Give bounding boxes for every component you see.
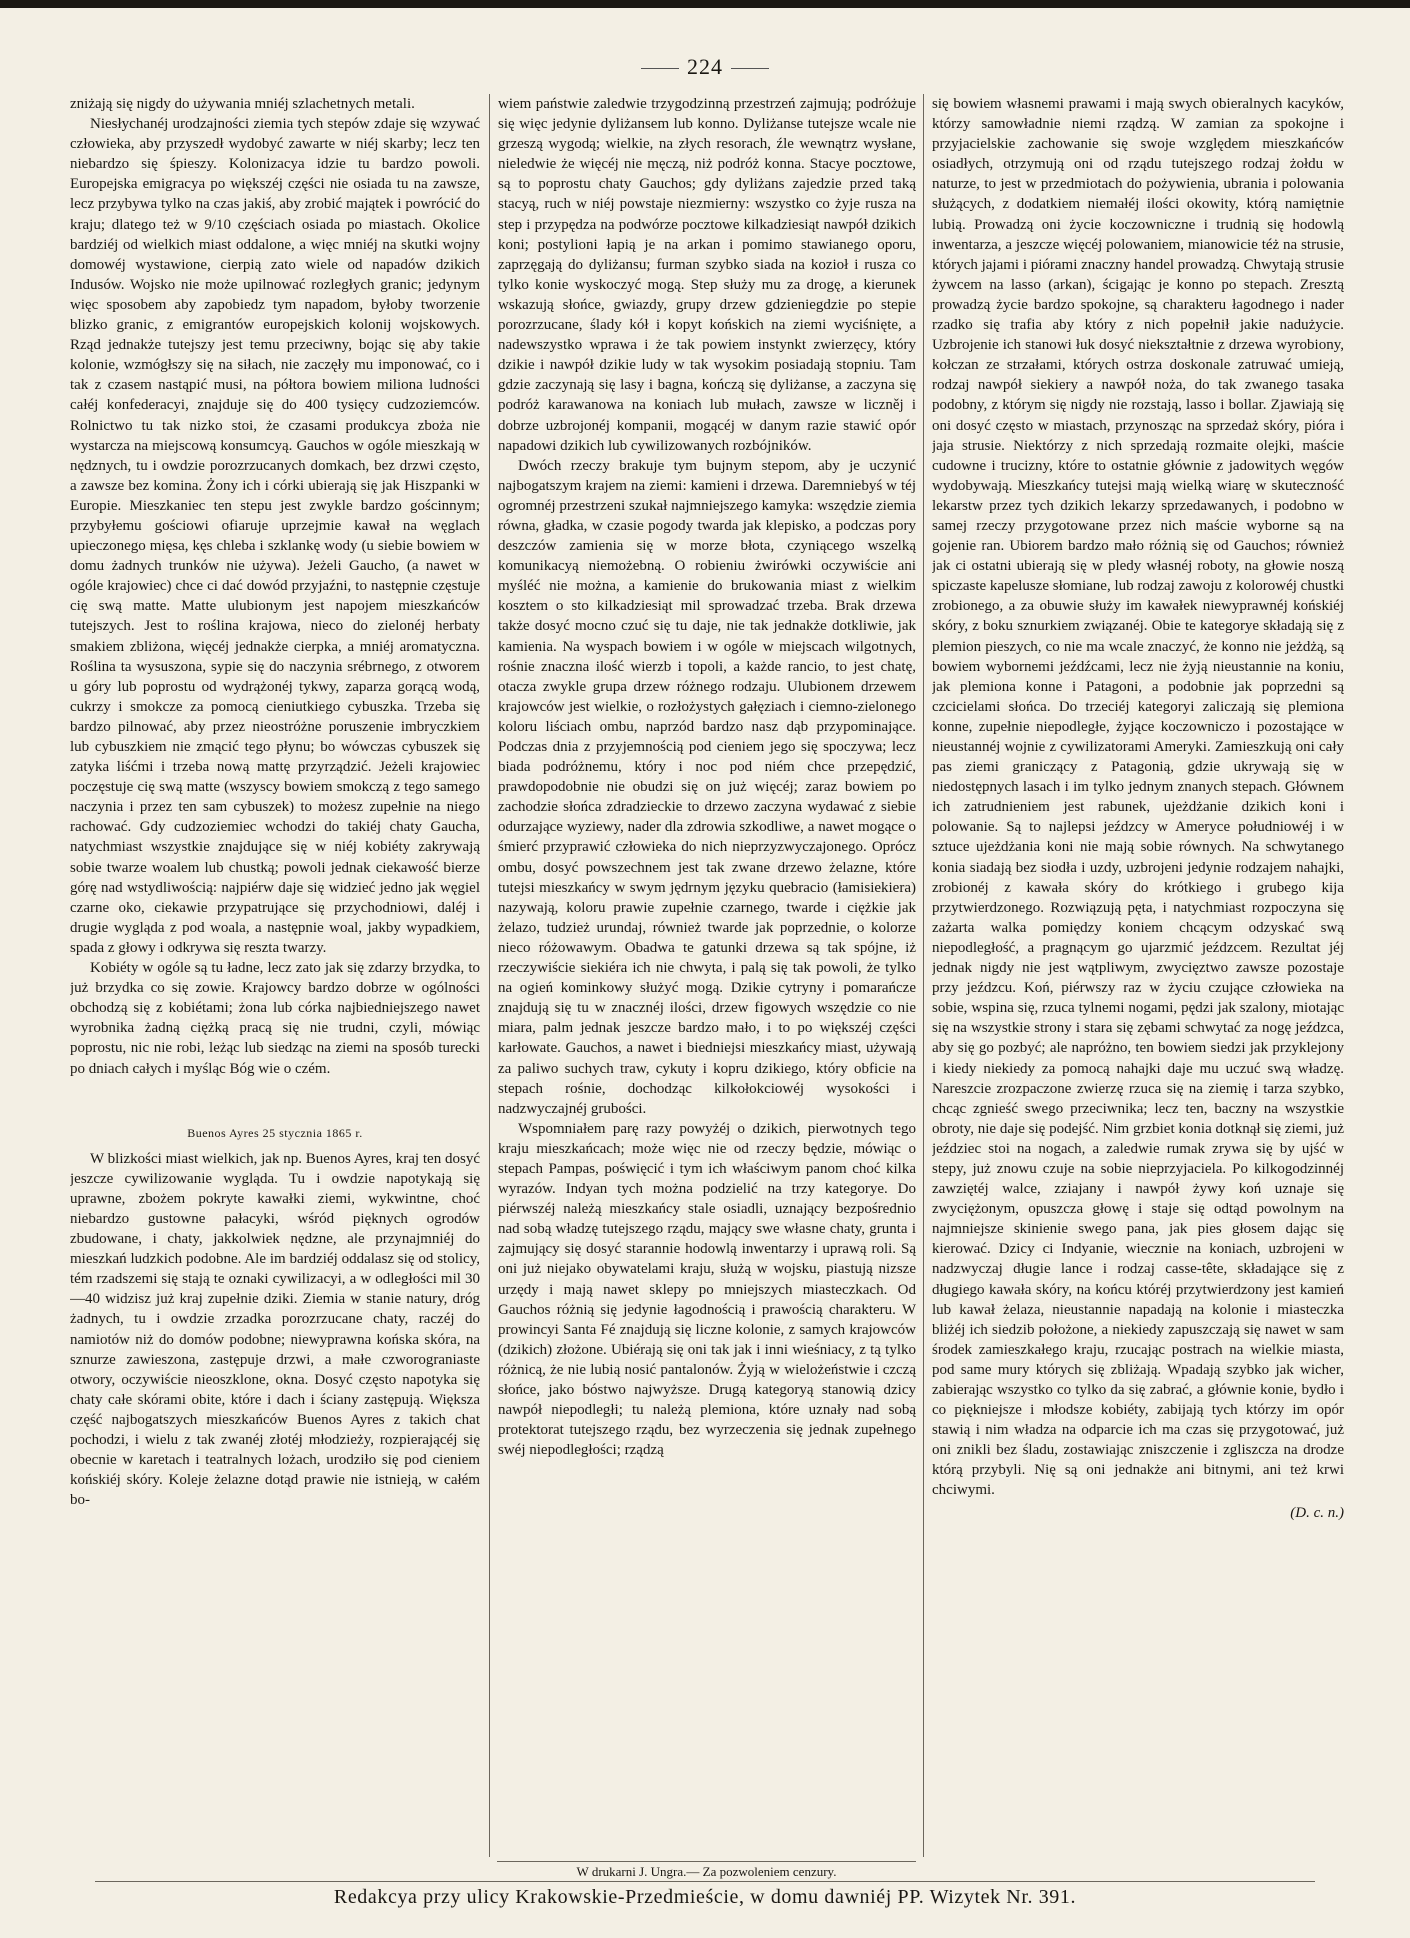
dateline: Buenos Ayres 25 stycznia 1865 r. [187, 1125, 363, 1140]
right-dash [731, 68, 769, 69]
signature: (D. c. n.) [1290, 1504, 1344, 1521]
column-divider-1 [489, 94, 490, 1857]
page-number: 224 [687, 54, 723, 79]
column-1 [70, 94, 480, 1856]
column-divider-2 [923, 94, 924, 1857]
printer-line: W drukarni J. Ungra.— Za pozwoleniem cenzury. [497, 1861, 916, 1880]
paragraph: Wspomniałem parę razy powyżéj o dzikich, pierwotnych tego kraju mieszkańcach; może więc nie od rzeczy będzie, mówiąc o stepach Pampas, poświęcić i tym ich właściwym panom choć kilka wyrazów. Indyan tych można podzielić na trzy kategorye. Do piérwszéj należą mieszkańcy stale osiadli, uznający bezpośrednio nad sobą władzę tutejszego rządu, mający swe własne chaty, grunta i zajmujący się dosyć starannie hodowlą inwentarzy i uprawą roli. Są oni już niejako obywatelami kraju, służą w wojsku, piastują nizsze urzędy i mają nawet sklepy po mniejszych miasteczkach. Od Gauchos różnią się jedynie łagodnością i prawością charakteru. W prowincyi Santa Fé znajdują się liczne kolonie, z samych krajowców (dzikich) złożone. Ubiérają się oni tak jak i inni wieśniacy, z tą tylko różnicą, że nie lubią nosić pantalonów. Żyją w wielożeństwie i czczą słońce, jako bóstwo najwyższe. Drugą kategoryą stanowią dzicy nawpół niepodległi; tu należą plemiona, które uznały nad sobą protektorat tutejszego rządu, bez wyrzeczenia się jednak zupełnego swéj niepodległości; rządzą [498, 1120, 916, 1459]
column-3 [932, 94, 1344, 1856]
paragraph: Dwóch rzeczy brakuje tym bujnym stepom, aby je uczynić najbogatszym krajem na ziemi: kamieni i drzewa. Daremniebyś w téj ogromnéj przestrzeni szukał najmniejszego kamyka: wszędzie ziemia równa, gładka, w czasie pogody twarda jak klepisko, a podczas pory deszczów zamienia się w morze błota, czyniącego wszelką komunikacyą niemożebną. O robieniu żwirówki oczywiście ani myśléć nie można, a kamienie do brukowania miast z wielkim kosztem o sto kilkadziesiąt mil sprowadzać trzeba. Brak drzewa także dosyć mocno czuć się tu daje, nie tak jednakże dotkliwie, jak kamienia. Na wyspach bowiem i w ogóle w miejscach wilgotnych, rośnie znaczna ilość wierzb i topoli, a każde rancio, to jest chatę, otacza zwykle grupa drzew różnego rodzaju. Ulubionem drzewem krajowców jest wielkie, o rozłożystych gałęziach i ciemno-zielonego koloru liściach ombu, naprzód bardzo nasz dąb przypominające. Podczas dnia z przyjemnością pod cieniem jego się spoczywa; lecz biada podróżnemu, który i noc pod niém chce przepędzić, prawdopodobnie nie obudzi się on już więcéj; zaraz bowiem po zachodzie słońca zdradzieckie to drzewo zaczyna wydawać z siebie odurzające wyziewy, nader dla zdrowia szkodliwe, a nawet mogące o śmierć przyprawić człowieka do nich nieprzyzwyczajonego. Oprócz ombu, dosyć powszechnem jest tak zwane drzewo żelazne, które tutejsi mieszkańcy w swym jędrnym języku quebracio (łamisiekiera) nazywają, koloru prawie zupełnie czarnego, twarde i ciężkie jak żelazo, tudzież urundaj, również twarde jak poprzednie, o kolorze nieco różowawym. Obadwa te gatunki drzewa są tak spójne, iż rzeczywiście siekiéra ich nie chwyta, i palą się tak powoli, że tylko na ogień kominkowy służyć mogą. Dzikie cytryny i pomarańcze znajdują się tu w znacznéj ilości, drzew figowych wszędzie co nie miara, palm jednak jeszcze bardzo mało, i to po większéj części karłowate. Gauchos, a nawet i biedniejsi mieszkańcy miast, używają za paliwo suchych traw, cykuty i kopru dzikiego, który obficie na stepach rośnie, dochodząc kilkołokciowéj wysokości i nadzwyczajnéj grubości. [498, 457, 916, 1117]
paragraph: się bowiem własnemi prawami i mają swych obieralnych kacyków, którzy samowładnie niemi rządzą. W zamian za spokojne i przyjacielskie zachowanie się swoje względem mieszkańców osiadłych, otrzymują oni od rządu tutejszego rodzaj żołdu w naturze, to jest w przedmiotach do pożywienia, ubrania i polowania służących, z dodatkiem niemałéj ilości okowity, którą namiętnie lubią. Prowadzą oni życie koczowniczne i trudnią się hodowlą inwentarza, a jeszcze więcéj polowaniem, mianowicie téż na strusie, których jajami i piórami znaczny handel prowadzą. Chwytają strusie żywcem na lasso (arkan), ścigając je konno po stepach. Zresztą prowadzą życie bardzo spokojne, są charakteru łagodnego i nader rzadko się trafia aby który z nich popełnił jakie nadużycie. Uzbrojenie ich stanowi łuk dosyć niekształtnie z drzewa wyrobiony, kołczan ze strzałami, których ostrza doskonale zatruwać umieją, rodzaj nawpół siekiery a nawpół noża, do tak zwanego tasaka podobny, z którym się nigdy nie rozstają, lasso i bollar. Zjawiają się oni dosyć często w miastach, przynosząc na sprzedaż skóry, pióra i jaja strusie. Niektórzy z nich sprzedają rozmaite olejki, maście cudowne i trucizny, które to ostatnie głównie z jadowitych węgów wydobywają. Mieszkańcy tutejsi mają wielką wiarę w skuteczność lekarstw przez tych dzikich lekarzy sprzedawanych, i podobno w samej rzeczy przygotowane przez nich maście wyborne są na gojenie ran. Ubiorem bardzo mało różnią się od Gauchos; również jak ci ostatni ubierają się w pledy własnéj roboty, na głowie noszą spiczaste kapelusze słomiane, lub rodzaj zawoju z kolorowéj chustki zrobionego, a za obuwie służy im kawałek niewyprawnéj końskiéj skóry, z boku sznurkiem związanéj. Obie te kategorye składają się z plemion pieszych, co nie ma wcale znaczyć, że konno nie jeżdżą, są bowiem wybornemi jeźdźcami, lecz nie żyją nieustannie na koniu, jak plemiona konne i Patagoni, a podobnie jak poprzedni są czcicielami słońca. Do trzeciéj kategoryi zaliczają się plemiona konne, zupełnie niepodległe, żyjące koczowniczo i pozostające w nieustannéj wojnie z cywilizatorami Ameryki. Zamieszkują oni cały pas ziemi graniczący z Patagonią, gdzie ukrywają się w niedostępnych lasach i im tylko jednym znanych stepach. Głównem ich zatrudnieniem jest rabunek, ujeżdżanie dzikich koni i polowanie. Są to najlepsi jeźdzcy w Ameryce południowéj i w sztuce ujeżdżania koni nie mają sobie równych. Na schwytanego konia siadają bez siodła i uzdy, uzbrojeni jedynie rodzajem nahajki, zrobionéj z kawała skóry do krótkiego i grubego kija przytwierdzonego. Rozwiązują pęta, i natychmiast rozpoczyna się zażarta walka pomiędzy koniem chcącym odzyskać swą niepodległość, a pragnącym go ujarzmić jeźdzcem. Rezultat jéj jednak nigdy nie jest wątpliwym, zwycięztwo zawsze pozostaje przy jeźdzcu. Koń, piérwszy raz w życiu czujące człowieka na sobie, wspina się, rzuca tylnemi nogami, pędzi jak szalony, miotając się na wszystkie strony i stara się zębami schwytać za nogę jeźdzca, aby się go pozbyć; ale napróżno, ten bowiem siedzi jak przyklejony i kiedy niekiedy za pomocą nahajki daje mu uczuć swą władzę. Nareszcie zrozpaczone zwierzę rzuca się na ziemię i tarza szybko, chcąc zgnieść swego przeciwnika; lecz ten, baczny na wszystkie obroty, nie daje się podejść. Nim grzbiet konia dotknął się ziemi, już jeździec stoi na nogach, a zaledwie rumak zrywa się by ujść w stepy, już znowu czuje na sobie nieprzyjaciela. Po kilkogodzinnéj zawziętéj walce, zziajany i nawpół żywy koń uznaje się zwyciężonym, opuszcza głowę i staje się odtąd powolnym na najmniejsze skinienie swego pana, jak pies głosem dając się kierować. Dzicy ci Indyanie, wiecznie na koniach, uzbrojeni w nadzwyczaj długie lance i rodzaj casse-tête, składające się z długiego kawała skóry, na końcu któréj przytwierdzony jest kamień lub kawał żelaza, nieustannie napadają na kolonie i miasteczka bliżéj ich siedzib położone, a niekiedy zapuszczają się nawet w sam środek zamieszkałego kraju, rzucając postrach na wielkie miasta, pod same mury których się zbliżają. Wpadają szybko jak wicher, zabierając wszystko co tylko da się zabrać, a głównie konie, bydło i co piękniejsze i młodsze kobiéty, zabijają tych którzy im opór stawią i nim władza na odparcie ich ma czas się przygotować, już oni znikli bez śladu, zostawiając zniszczenie i zgliszcza na drodze którą przybyli. Nię są oni jednakże ani bitnymi, ani też krwi chciwymi. [932, 96, 1344, 1499]
paragraph: Kobiéty w ogóle są tu ładne, lecz zato jak się zdarzy brzydka, to już brzydka co się zowie. Krajowcy bardzo dobrze w ogólności obchodzą się z kobiétami; żona lub córka najbiedniejszego nawet wyrobnika żadną ciężką pracą się nie trudni, czyli, mówiąc poprostu, nic nie robi, leżąc lub siedząc na ziemi na sposób turecki po dniach całych i myśląc Bóg wie o czém. [70, 960, 480, 1077]
bottom-rule [95, 1881, 1315, 1882]
left-dash [641, 68, 679, 69]
paragraph: wiem państwie zaledwie trzygodzinną przestrzeń zajmują; podróżuje się więc jedynie dyliżansem lub konno. Dyliżanse tutejsze wcale nie grzeszą wygodą; wielkie, na złych resorach, źle wewnątrz wysłane, nieledwie że więcéj nie męczą, niż podróż konna. Stacye pocztowe, są to poprostu chaty Gauchos; gdy dyliżans zajedzie przed taką stacyą, ruch w niéj powstaje niezmierny: wszystko co żyje rusza na step i przypędza na podwórze pocztowe kilkadziesiąt nawpół dzikich koni; postylioni łapią je na arkan i pomimo stawianego oporu, zaprzęgają do dyliżansu; furman szybko siada na kozioł i rusza co tylko konie wyskoczyć mogą. Step służy mu za drogę, a kierunek wskazują słońce, gwiazdy, grupy drzew gdzieniegdzie po stepie porozrzucane, ślady kół i kopyt końskich na ziemi wyciśnięte, a nadewszystko wprawa i że tak powiem instynkt zwierzęcy, który dzikie i nawpół dzikie ludy w tak wysokim posiadają stopniu. Tam gdzie zaczynają się lasy i bagna, kończą się dyliżanse, a zaczyna się podróż karawanowa na koniach lub mułach, zawsze w liczněj i dobrze uzbrojonéj kompanii, mogącéj w danym razie stawić opór napadowi dzikich lub cywilizowanych rozbójników. [498, 96, 916, 454]
top-border [0, 0, 1410, 8]
paragraph: W blizkości miast wielkich, jak np. Buenos Ayres, kraj ten dosyć jeszcze cywilizowanie wygląda. Tu i owdzie napotykają się uprawne, zbożem pokryte kawałki ziemi, wykwintne, choć niebardzo gustowne pałacyki, wśród pięknych ogrodów zbudowane, i chaty, jakkolwiek nędzne, ale przynajmniéj do mieszkań ludzkich podobne. Ale im bardziéj oddalasz się od stolicy, tém rzadszemi się stają te oznaki cywilizacyi, a w odległości mil 30—40 widzisz już kraj zupełnie dziki. Ziemia w stanie natury, dróg żadnych, tu i owdzie zrzadka porozrzucane chaty, raczéj do namiotów niż do domów podobne; niewyprawna końska skóra, na sznurze zawieszona, zastępuje drzwi, a małe czworograniaste otwory, oczywiście nieoszklone, okna. Dosyć często napotyka się chaty całe skórami obite, które i dach i ściany zastępują. Większa część najbogatszych mieszkańców Buenos Ayres z takich chat pochodzi, i wielu z tak zwanéj złotéj młodzieży, rozpierającéj się obecnie w karetach i teatralnych lożach, urodziło się pod cieniem końskiéj skóry. Koleje żelazne dotąd prawie nie istnieją, w całém bo- [70, 1150, 480, 1509]
column-2 [498, 94, 916, 1856]
paragraph: zniżają się nigdy do używania mniéj szlachetnych metali. [70, 96, 415, 112]
editorial-imprint: Redakcya przy ulicy Krakowskie-Przedmieście, w domu dawniéj PP. Wizytek Nr. 391. [333, 1886, 1077, 1908]
page-number-header [0, 54, 1410, 80]
paragraph: Niesłychanéj urodzajności ziemia tych stepów zdaje się wzywać człowieka, aby przyszedł wydobyć zawarte w niéj skarby; lecz ten niebardzo się śpieszy. Kolonizacya idzie tu bardzo powoli. Europejska emigracya po większéj części nie osiada tu na zawsze, lecz przybywa tylko na czas jakiś, aby zrobić majątek i powrócić do kraju; dlatego też w 9/10 częściach osiada po miastach. Okolice bardziéj od wielkich miast oddalone, a więc mniéj na skutki wojny domowéj wystawione, cierpią zato wiele od napadów dzikich Indusów. Wojsko nie może upilnować rozległych granic; jedynym więc sposobem aby zapobiedz tym napadom, byłoby tworzenie blizko granic, z emigrantów europejskich kolonij wojskowych. Rząd jednakże tutejszy jest temu przeciwny, bojąc się aby takie kolonie, wzmógłszy się na siłach, nie zaczęły mu imponować, co i tak z czasem nastąpić musi, na półtora bowiem miliona ludności całéj konfederacyi, znajduje się do 400 tysięcy cudzoziemców. Rolnictwo tu tak nizko stoi, że czasami produkcya zboża nie wystarcza na miejscową konsumcyą. Gauchos w ogóle mieszkają w nędznych, tu i owdzie porozrzucanych domkach, bez drzwi często, a zawsze bez komina. Żony ich i córki ubierają się jak Hiszpanki w Europie. Mieszkaniec ten stepu jest zwykle bardzo gościnnym; przybyłemu gościowi ofiaruje uprzejmie kawał na węglach upieczonego mięsa, kęs chleba i szklankę wody (u siebie bowiem w domu żadnych trunków nie używa). Jeżeli Gaucho, (a nawet w ogóle krajowiec) chce ci dać dowód przyjaźni, to następnie częstuje cię swą matte. Matte ulubionym jest napojem mieszkańców tutejszych. Jest to roślina krajowa, nieco do zielonéj herbaty smakiem zbliżona, więcéj jednakże cierpka, a mniéj aromatyczna. Roślina ta wysuszona, sypie się do naczynia srébrnego, z otworem u góry lub poprostu od wydrążonéj tykwy, zaparza gorącą wodą, cukrzy i smokcze za pomocą cieniutkiego cybuszka. Trzeba się bardzo pilnować, aby przez nieostróżne poruszenie imbryczkiem lub cybuszkiem nie zmącić tego płynu; bo wówczas cybuszek się zatyka liśćmi i trzeba nową mattę przyrządzić. Jeżeli krajowiec poczęstuje cię swą matte (wszyscy bowiem smokczą z tego samego naczynia i przez ten sam cybuszek) to możesz zupełnie na niego rachować. Gdy cudzoziemiec wchodzi do takiéj chaty Gaucha, natychmiast wszystkie znajdujące się w niéj kobiéty zakrywają sobie twarze woalem lub chustką; powoli jednak ciekawość bierze górę nad wstydliwością: najpiérw daje się widzieć jedno jak węgiel czarne oko, ciekawie przypatrujące się przychodniowi, daléj i drugie wygląda z pod woala, a następnie woal, jakby wypadkiem, spada z głowy i odkrywa się reszta twarzy. [70, 116, 480, 956]
